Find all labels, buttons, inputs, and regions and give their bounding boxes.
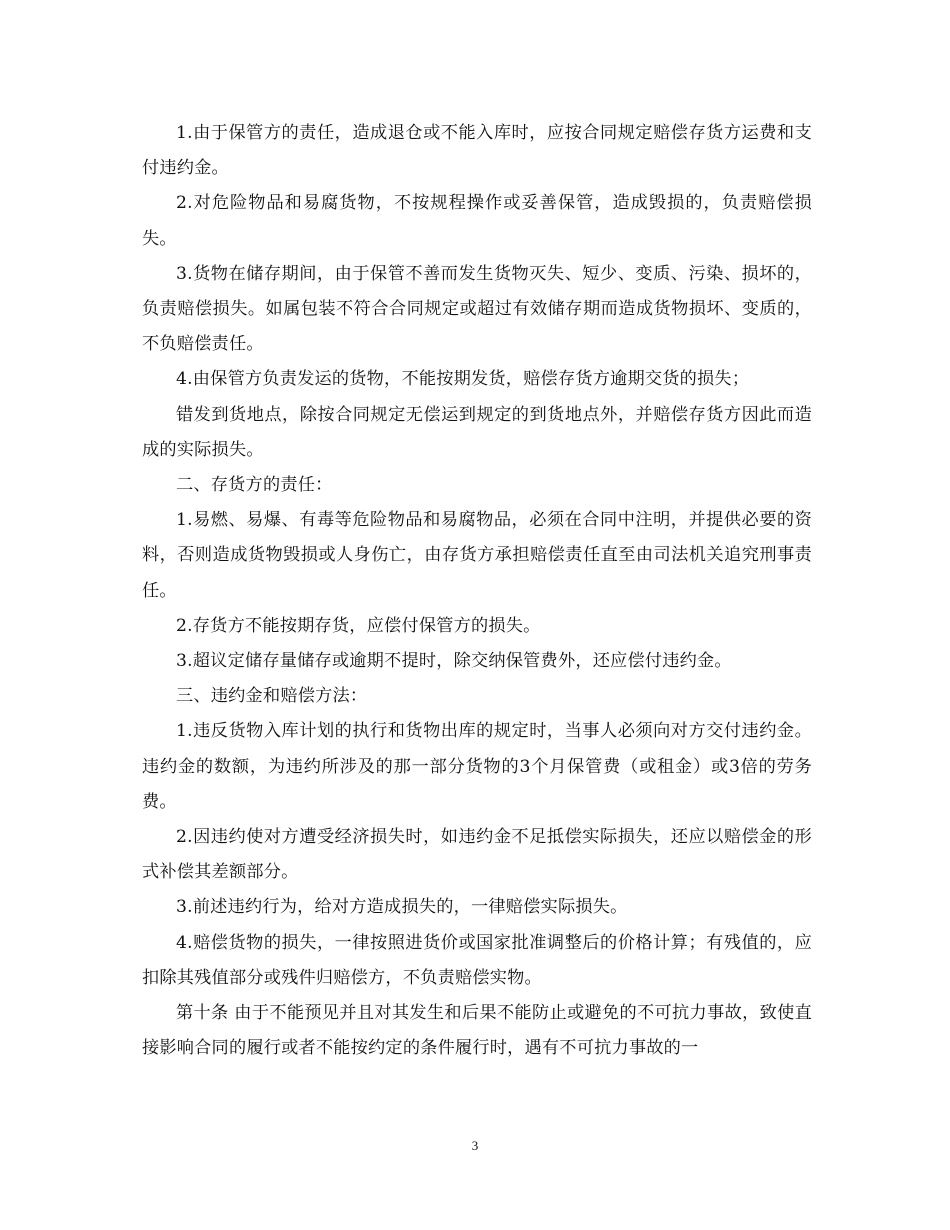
paragraph-3: 3.货物在储存期间，由于保管不善而发生货物灭失、短少、变质、污染、损坏的，负责赔偿损失。如属包装不符合合同规定或超过有效储存期而造成货物损坏、变质的，不负赔偿责任。 bbox=[142, 263, 812, 355]
paragraph-4: 4.由保管方负责发运的货物，不能按期发货，赔偿存货方逾期交货的损失； bbox=[176, 369, 750, 390]
paragraph-13: 3.前述违约行为，给对方造成损失的，一律赔偿实际损失。 bbox=[176, 897, 628, 918]
paragraph-12: 2.因违约使对方遭受经济损失时，如违约金不足抵偿实际损失，还应以赔偿金的形式补偿其差额部分。 bbox=[142, 827, 812, 883]
paragraph-7: 1.易燃、易爆、有毒等危险物品和易腐物品，必须在合同中注明，并提供必要的资料，否则造成货物毁损或人身伤亡，由存货方承担赔偿责任直至由司法机关追究刑事责任。 bbox=[142, 510, 812, 601]
paragraph-2: 2.对危险物品和易腐货物，不按规程操作或妥善保管，造成毁损的，负责赔偿损失。 bbox=[142, 193, 812, 249]
paragraph-8: 2.存货方不能按期存货，应偿付保管方的损失。 bbox=[176, 615, 541, 636]
paragraph-11: 1.违反货物入库计划的执行和货物出库的规定时，当事人必须向对方交付违约金。违约金的数额，为违约所涉及的那一部分货物的3个月保管费（或租金）或3倍的劳务费。 bbox=[142, 721, 812, 812]
article-10-paragraph: 第十条 由于不能预见并且对其发生和后果不能防止或避免的不可抗力事故，致使直接影响合同的履行或者不能按约定的条件履行时，遇有不可抗力事故的一 bbox=[142, 1003, 812, 1059]
document-body bbox=[142, 116, 812, 1066]
page-number: 3 bbox=[471, 1138, 479, 1153]
paragraph-9: 3.超议定储存量储存或逾期不提时，除交纳保管费外，还应偿付违约金。 bbox=[176, 651, 732, 672]
section-heading-2: 二、存货方的责任： bbox=[176, 475, 333, 496]
section-heading-3: 三、违约金和赔偿方法： bbox=[176, 686, 368, 707]
paragraph-5: 错发到货地点，除按合同规定无偿运到规定的到货地点外，并赔偿存货方因此而造成的实际损失。 bbox=[142, 404, 812, 460]
paragraph-1: 1.由于保管方的责任，造成退仓或不能入库时，应按合同规定赔偿存货方运费和支付违约金。 bbox=[142, 123, 812, 179]
paragraph-14: 4.赔偿货物的损失，一律按照进货价或国家批准调整后的价格计算；有残值的，应扣除其残值部分或残件归赔偿方，不负责赔偿实物。 bbox=[142, 932, 812, 988]
